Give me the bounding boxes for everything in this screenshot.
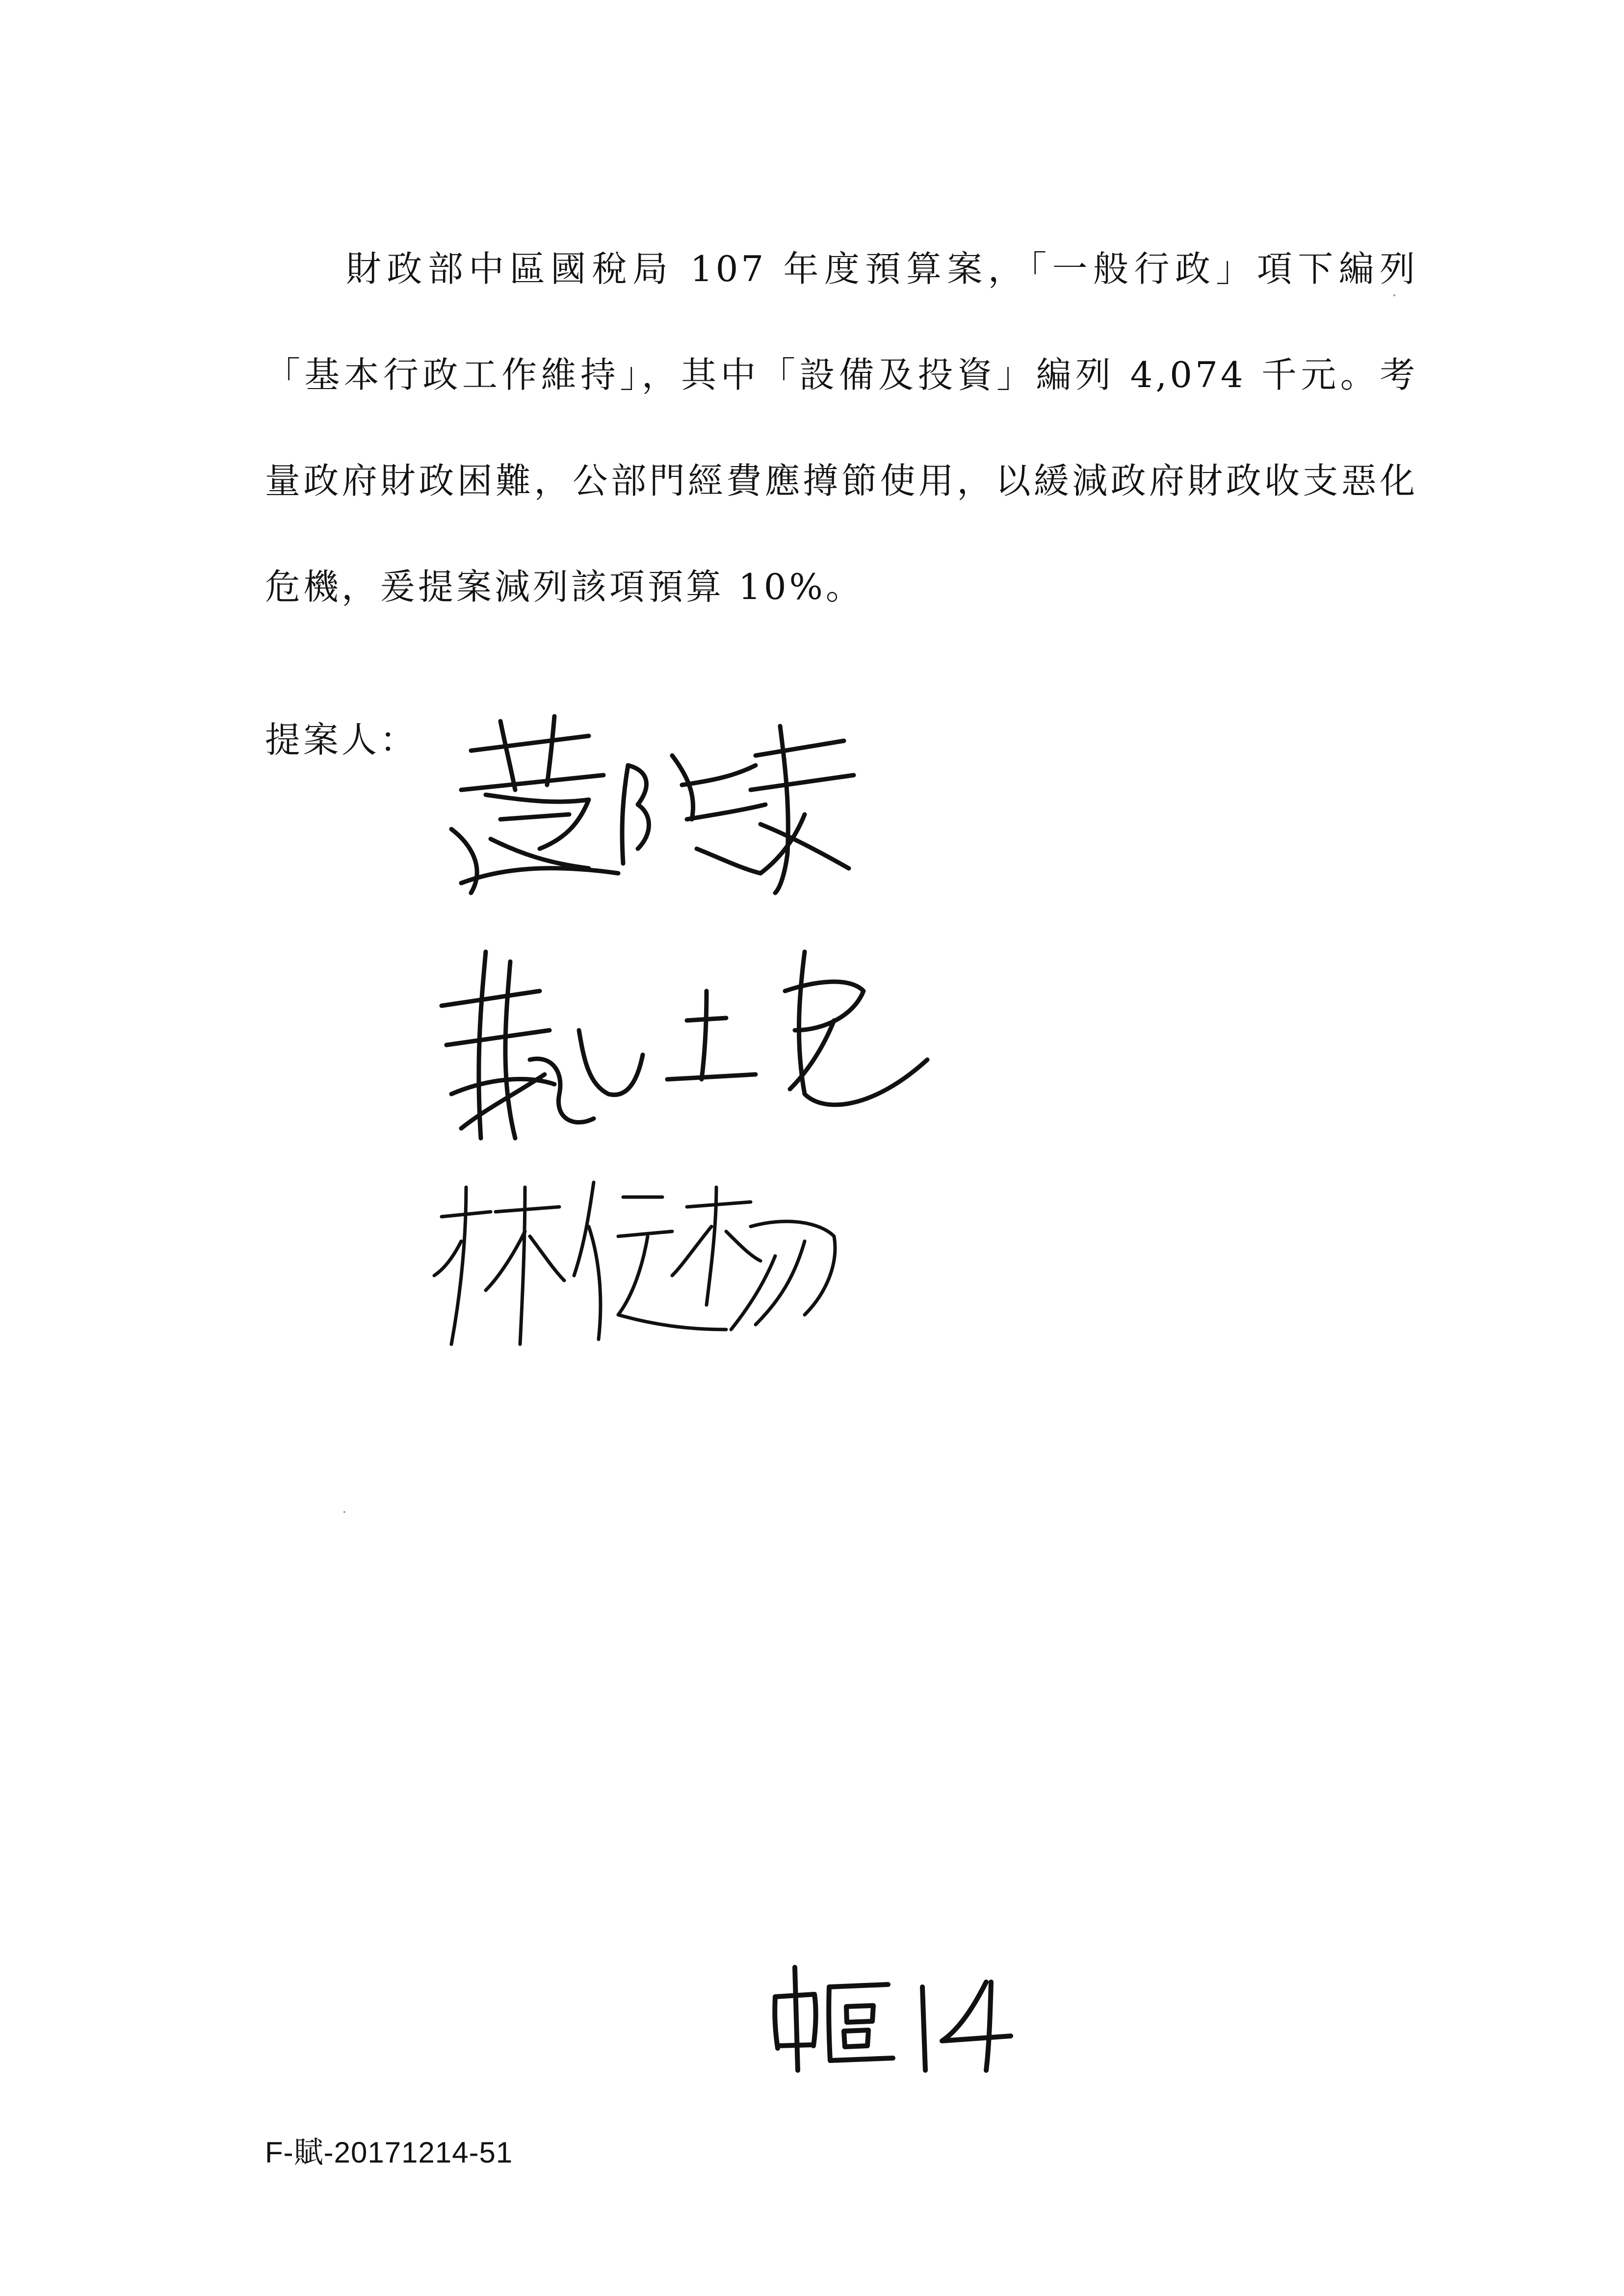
proposer-label: 提案人： — [265, 719, 419, 760]
handwritten-signature-2 — [432, 932, 947, 1158]
scan-speck — [1393, 294, 1395, 296]
handwritten-note — [756, 1957, 1050, 2075]
proposal-paragraph: 財政部中區國稅局 107 年度預算案，「一般行政」項下編列「基本行政工作維持」，其中「設備及投資」編列 4,074 千元。考量政府財政困難，公部門經費應撙節使用，以緩減政府財政收支惡化危機，爰提案減列該項預算 10%。 — [265, 248, 1418, 607]
handwritten-signature-1 — [442, 706, 883, 903]
document-code: F-賦-20171214-51 — [265, 2136, 513, 2169]
handwritten-signature-3 — [432, 1168, 864, 1354]
scan-speck — [343, 1511, 345, 1513]
